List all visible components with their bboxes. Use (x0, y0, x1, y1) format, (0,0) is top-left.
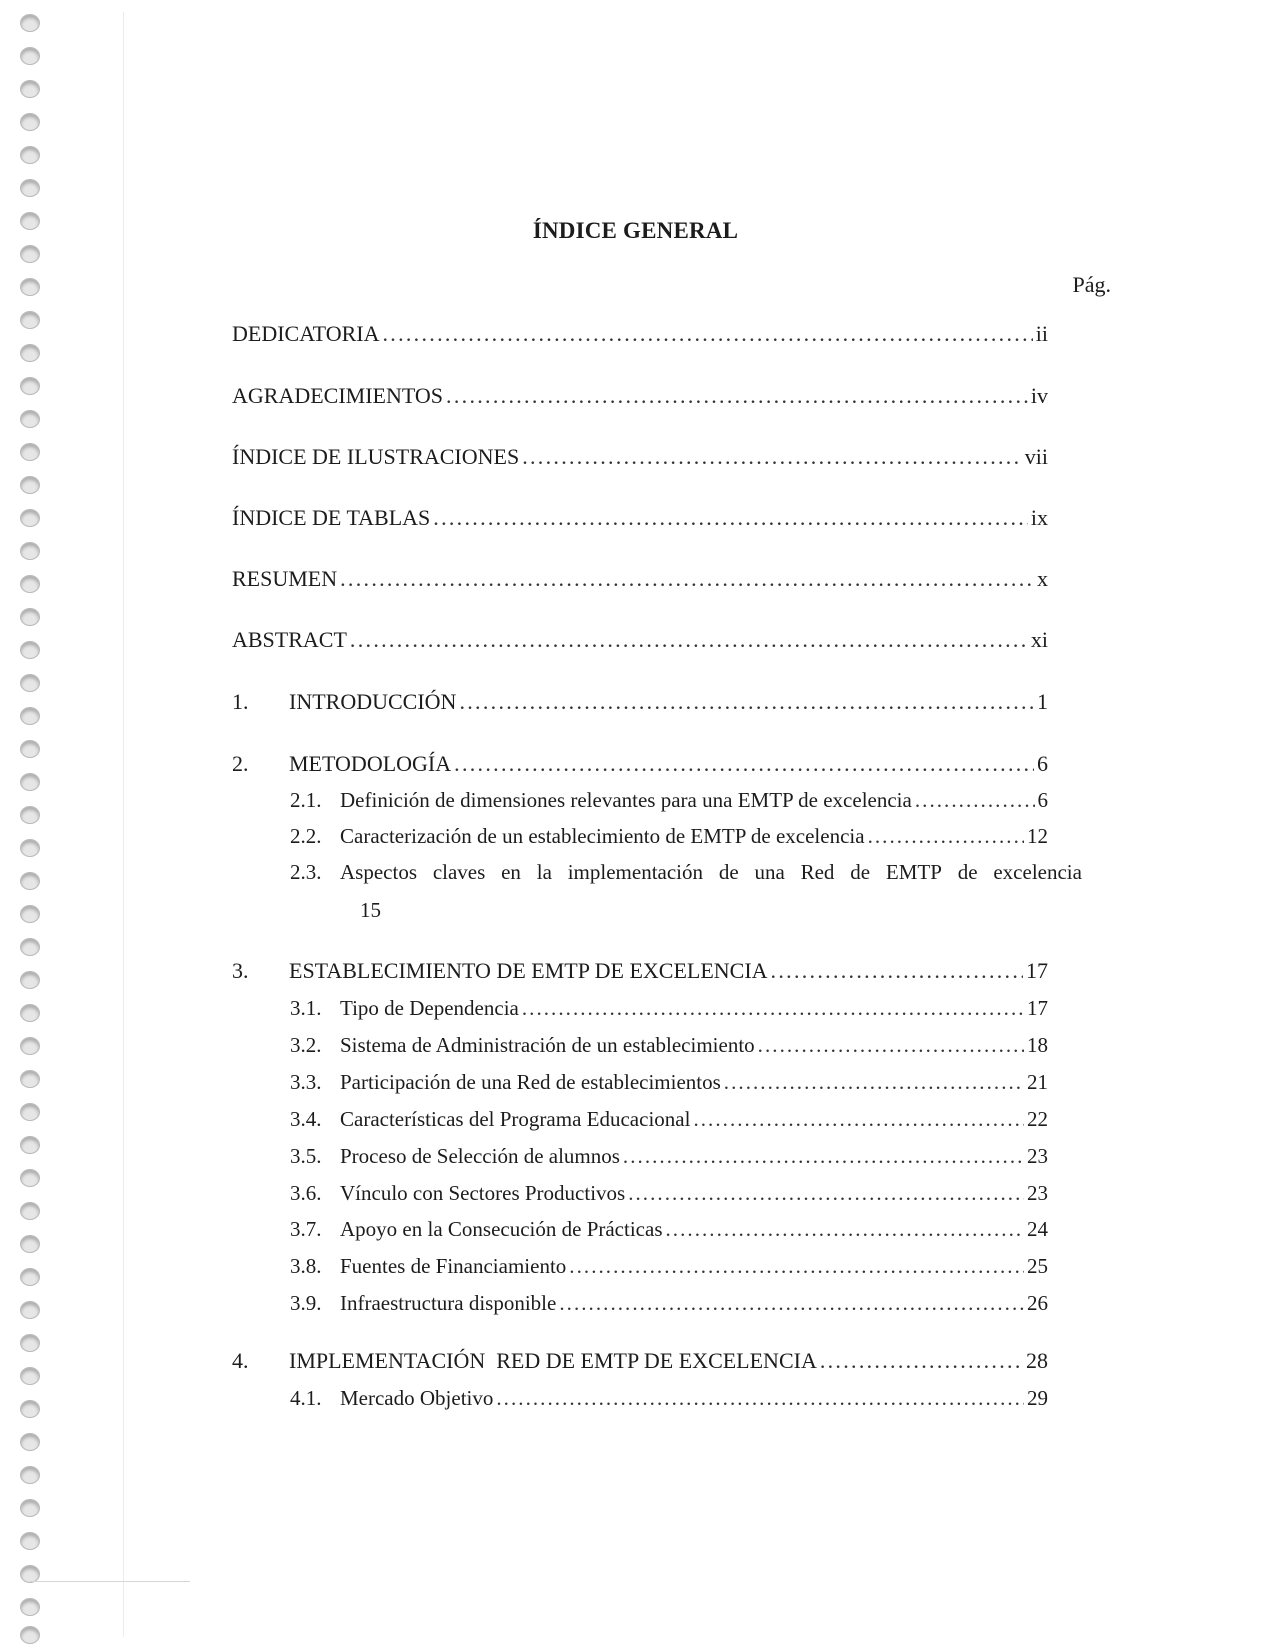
section-number: 3.8. (290, 1254, 322, 1278)
binding-hole (20, 410, 40, 428)
dot-leader (666, 1215, 1025, 1243)
binding-hole (20, 608, 40, 626)
section-page: 22 (1027, 1107, 1048, 1131)
binding-hole (20, 1466, 40, 1484)
section-word: de (957, 860, 978, 884)
toc-section (290, 822, 1048, 850)
toc-entry-page: xi (1030, 627, 1048, 652)
binding-hole (20, 476, 40, 494)
binding-hole (20, 14, 40, 32)
dot-leader (693, 1105, 1024, 1133)
toc-entry-label: ABSTRACT (232, 627, 347, 652)
binding-hole (20, 542, 40, 560)
binding-hole (20, 179, 40, 197)
section-line (290, 858, 1082, 886)
binding-hole (20, 773, 40, 791)
toc-section (290, 1289, 1048, 1317)
section-number: 2.1. (290, 788, 322, 812)
binding-hole (20, 443, 40, 461)
binding-holes (18, 14, 42, 1644)
toc-entry-label: ÍNDICE DE TABLAS (232, 505, 431, 530)
binding-hole (20, 377, 40, 395)
toc-chapter (232, 750, 1048, 778)
toc-section (290, 1384, 1048, 1412)
page-column-label: Pág. (1072, 272, 1111, 297)
toc-entry-label: DEDICATORIA (232, 321, 380, 346)
margin-mark (30, 1581, 190, 1582)
section-label: Infraestructura disponible (340, 1291, 557, 1315)
chapter-number: 3. (232, 958, 249, 983)
binding-hole (20, 278, 40, 296)
section-number: 3.1. (290, 996, 322, 1020)
binding-hole (20, 1235, 40, 1253)
dot-leader (623, 1142, 1024, 1170)
binding-hole (20, 1334, 40, 1352)
section-label: Fuentes de Financiamiento (340, 1254, 567, 1278)
toc-entry (232, 504, 1048, 532)
binding-hole (20, 1070, 40, 1088)
binding-hole (20, 1499, 40, 1517)
chapter-page: 1 (1037, 689, 1048, 714)
binding-hole (20, 839, 40, 857)
section-label: Mercado Objetivo (340, 1386, 494, 1410)
toc-entry-page: vii (1024, 444, 1048, 469)
binding-hole (20, 80, 40, 98)
section-page: 25 (1027, 1254, 1048, 1278)
toc-entry-page: ix (1030, 505, 1048, 530)
toc-entry-page: x (1037, 566, 1048, 591)
section-word: Red (800, 860, 835, 884)
section-number: 3.2. (290, 1033, 322, 1057)
binding-hole (20, 641, 40, 659)
chapter-label: METODOLOGÍA (289, 751, 452, 776)
section-label: Participación de una Red de establecimientos (340, 1070, 721, 1094)
toc-entry-label: AGRADECIMIENTOS (232, 383, 444, 408)
section-label: Vínculo con Sectores Productivos (340, 1181, 626, 1205)
binding-hole (20, 1103, 40, 1121)
binding-hole (20, 740, 40, 758)
binding-hole (20, 1004, 40, 1022)
binding-hole (20, 707, 40, 725)
section-number: 2.2. (290, 824, 322, 848)
binding-hole (20, 1268, 40, 1286)
section-number: 3.3. (290, 1070, 322, 1094)
toc-section (290, 786, 1048, 814)
dot-leader (758, 1031, 1024, 1059)
binding-hole (20, 245, 40, 263)
binding-hole (20, 1626, 40, 1644)
binding-hole (20, 971, 40, 989)
section-word: claves (432, 860, 486, 884)
binding-hole (20, 905, 40, 923)
binding-hole (20, 1400, 40, 1418)
toc-entry (232, 382, 1048, 410)
dot-leader (628, 1179, 1024, 1207)
section-page: 26 (1027, 1291, 1048, 1315)
chapter-number: 4. (232, 1348, 249, 1373)
chapter-label: IMPLEMENTACIÓN RED DE EMTP DE EXCELENCIA (289, 1348, 817, 1373)
section-number: 3.4. (290, 1107, 322, 1131)
section-word: una (754, 860, 785, 884)
chapter-number: 2. (232, 751, 249, 776)
binding-hole (20, 1433, 40, 1451)
binding-hole (20, 806, 40, 824)
section-page: 12 (1027, 824, 1048, 848)
section-label: Sistema de Administración de un establecimiento (340, 1033, 755, 1057)
binding-hole (20, 1037, 40, 1055)
section-number: 3.7. (290, 1217, 322, 1241)
section-page: 21 (1027, 1070, 1048, 1094)
margin-line (123, 12, 124, 1637)
chapter-page: 28 (1026, 1348, 1048, 1373)
toc-entry-label: ÍNDICE DE ILUSTRACIONES (232, 444, 520, 469)
section-page: 15 (360, 898, 381, 922)
binding-hole (20, 872, 40, 890)
page-title: ÍNDICE GENERAL (532, 218, 739, 243)
section-number: 4.1. (290, 1386, 322, 1410)
binding-hole (20, 509, 40, 527)
binding-hole (20, 1598, 40, 1616)
section-number: 3.9. (290, 1291, 322, 1315)
toc-entry (232, 626, 1048, 654)
section-label: Características del Programa Educacional (340, 1107, 691, 1131)
toc-section-wrapped (290, 858, 1082, 924)
binding-hole (20, 311, 40, 329)
toc-section (290, 1068, 1048, 1096)
binding-hole (20, 47, 40, 65)
dot-leader (459, 688, 1034, 716)
toc-entry (232, 320, 1048, 348)
section-number: 3.5. (290, 1144, 322, 1168)
section-number: 2.3. (290, 860, 322, 884)
section-word: en (501, 860, 521, 884)
binding-hole (20, 575, 40, 593)
dot-leader (522, 443, 1022, 471)
toc-section (290, 1031, 1048, 1059)
chapter-label: ESTABLECIMIENTO DE EMTP DE EXCELENCIA (289, 958, 768, 983)
toc-section (290, 1179, 1048, 1207)
binding-hole (20, 344, 40, 362)
toc-entry (232, 565, 1048, 593)
section-label: Definición de dimensiones relevantes para una EMTP de excelencia (340, 788, 912, 812)
section-page: 29 (1027, 1386, 1048, 1410)
section-label: Proceso de Selección de alumnos (340, 1144, 620, 1168)
binding-hole (20, 1301, 40, 1319)
section-label: Apoyo en la Consecución de Prácticas (340, 1217, 663, 1241)
binding-hole (20, 938, 40, 956)
dot-leader (820, 1347, 1023, 1375)
dot-leader (724, 1068, 1024, 1096)
chapter-number: 1. (232, 689, 249, 714)
binding-hole (20, 1136, 40, 1154)
binding-hole (20, 146, 40, 164)
section-word: implementación (567, 860, 704, 884)
binding-hole (20, 113, 40, 131)
dot-leader (446, 382, 1028, 410)
dot-leader (522, 994, 1024, 1022)
binding-hole (20, 674, 40, 692)
toc-entry-page: ii (1035, 321, 1048, 346)
toc-section (290, 1142, 1048, 1170)
toc-section (290, 1215, 1048, 1243)
section-page: 23 (1027, 1144, 1048, 1168)
dot-leader (915, 786, 1035, 814)
dot-leader (382, 320, 1032, 348)
section-word: de (718, 860, 739, 884)
dot-leader (569, 1252, 1024, 1280)
dot-leader (350, 626, 1028, 654)
section-word: EMTP (885, 860, 942, 884)
section-word: Aspectos (340, 860, 417, 884)
section-label: Caracterización de un establecimiento de EMTP de excelencia (340, 824, 865, 848)
toc-chapter (232, 1347, 1048, 1375)
section-word: excelencia (993, 860, 1082, 884)
dot-leader (454, 750, 1034, 778)
section-page: 24 (1027, 1217, 1048, 1241)
section-word: la (536, 860, 552, 884)
dot-leader (496, 1384, 1024, 1412)
dot-leader (559, 1289, 1024, 1317)
binding-hole (20, 1202, 40, 1220)
dot-leader (771, 957, 1023, 985)
dot-leader (340, 565, 1034, 593)
section-page: 23 (1027, 1181, 1048, 1205)
section-page: 6 (1037, 788, 1048, 812)
binding-hole (20, 1169, 40, 1187)
chapter-label: INTRODUCCIÓN (289, 689, 457, 714)
dot-leader (868, 822, 1024, 850)
chapter-page: 6 (1037, 751, 1048, 776)
toc-chapter (232, 957, 1048, 985)
toc-entry (232, 443, 1048, 471)
section-number: 3.6. (290, 1181, 322, 1205)
dot-leader (433, 504, 1028, 532)
toc-section (290, 994, 1048, 1022)
toc-entry-label: RESUMEN (232, 566, 338, 591)
toc-section (290, 1105, 1048, 1133)
binding-hole (20, 1367, 40, 1385)
toc-entry-page: iv (1030, 383, 1048, 408)
section-label: Tipo de Dependencia (340, 996, 519, 1020)
chapter-page: 17 (1026, 958, 1048, 983)
section-word: de (850, 860, 871, 884)
toc-chapter (232, 688, 1048, 716)
section-page: 17 (1027, 996, 1048, 1020)
section-page: 18 (1027, 1033, 1048, 1057)
binding-hole (20, 1532, 40, 1550)
toc-section (290, 1252, 1048, 1280)
